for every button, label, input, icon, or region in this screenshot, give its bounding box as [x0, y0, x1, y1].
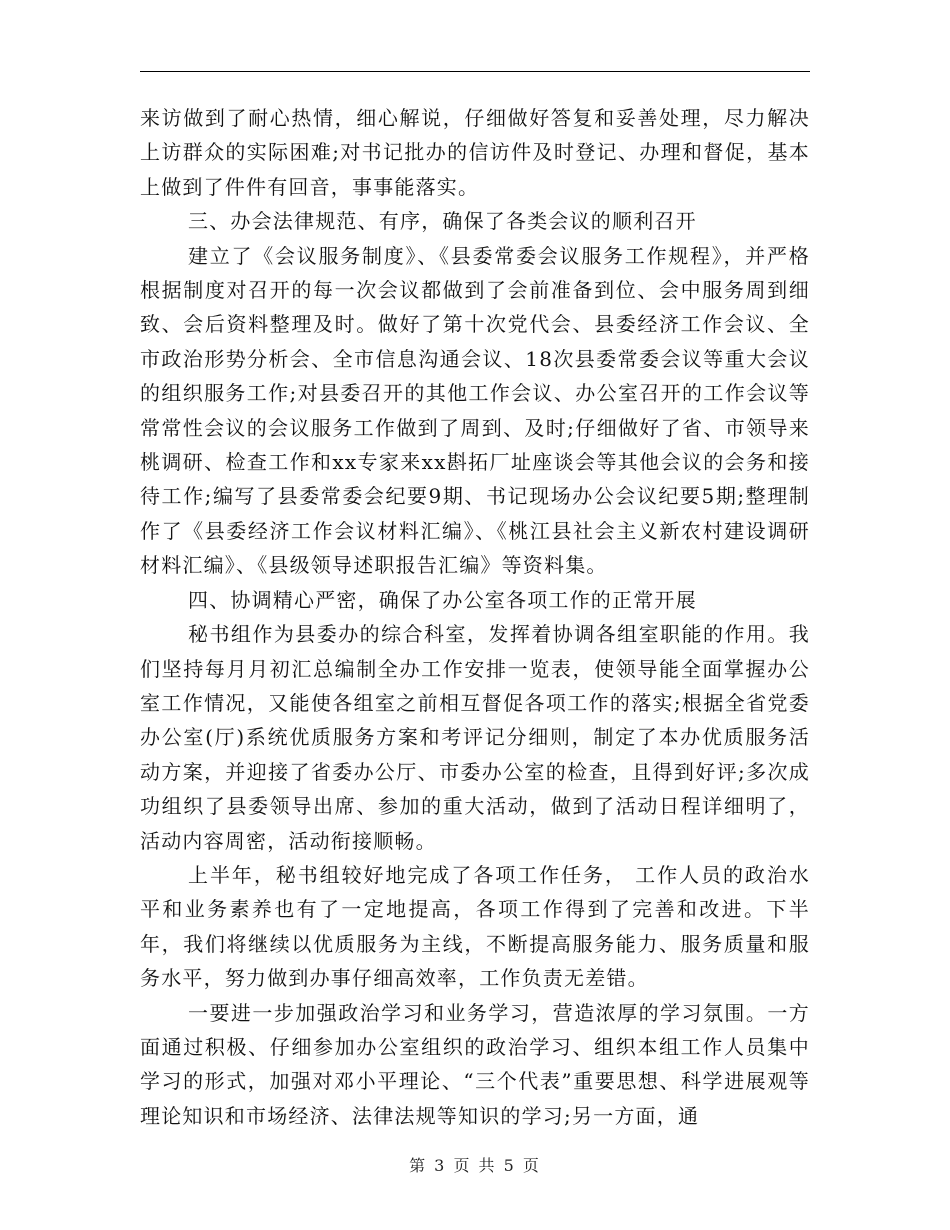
paragraph-2: 建立了《会议服务制度》、《县委常委会议服务工作规程》，并严格根据制度对召开的每一次会议都做到了会前准备到位、会中服务周到细致、会后资料整理及时。做好了第十次党代会、县委经济工作会议、全市政治形势分析会、全市信息沟通会议、18次县委常委会议等重大会议的组织服务工作;对县委召开的其他工作会议、办公室召开的工作会议等常常性会议的会议服务工作做到了周到、及时;仔细做好了省、市领导来桃调研、检查工作和xx专家来xx斟拓厂址座谈会等其他会议的会务和接待工作;编写了县委常委会纪要9期、书记现场办公会议纪要5期;整理制作了《县委经济工作会议材料汇编》、《桃江县社会主义新农村建设调研材料汇编》、《县级领导述职报告汇编》等资料集。	[140, 243, 810, 578]
section-heading-4: 四、协调精心严密，确保了办公室各项工作的正常开展	[188, 587, 697, 612]
document-body	[140, 101, 810, 1133]
paragraph-5: 一要进一步加强政治学习和业务学习，营造浓厚的学习氛围。一方面通过积极、仔细参加办公室组织的政治学习、组织本组工作人员集中学习的形式，加强对邓小平理论、“三个代表”重要思想、科学进展观等理论知识和市场经济、法律法规等知识的学习;另一方面，通	[140, 1000, 810, 1128]
paragraph-4: 上半年，秘书组较好地完成了各项工作任务， 工作人员的政治水平和业务素养也有了一定地提高，各项工作得到了完善和改进。下半年，我们将继续以优质服务为主线，不断提高服务能力、服务质量和服务水平，努力做到办事仔细高效率，工作负责无差错。	[140, 862, 810, 991]
paragraph-3: 秘书组作为县委办的综合科室，发挥着协调各组室职能的作用。我们坚持每月月初汇总编制全办工作安排一览表，使领导能全面掌握办公室工作情况，又能使各组室之前相互督促各项工作的落实;根据全省党委办公室(厅)系统优质服务方案和考评记分细则，制定了本办优质服务活动方案，并迎接了省委办公厅、市委办公室的检查，且得到好评;多次成功组织了县委领导出席、参加的重大活动，做到了活动日程详细明了，活动内容周密，活动衔接顺畅。	[140, 622, 810, 853]
page-footer: 第 3 页 共 5 页	[409, 1156, 541, 1175]
header-rule	[140, 71, 810, 72]
section-heading-3: 三、办会法律规范、有序，确保了各类会议的顺利召开	[188, 209, 697, 234]
paragraph-1: 来访做到了耐心热情，细心解说，仔细做好答复和妥善处理，尽力解决上访群众的实际困难;对书记批办的信访件及时登记、办理和督促，基本上做到了件件有回音，事事能落实。	[140, 106, 810, 199]
